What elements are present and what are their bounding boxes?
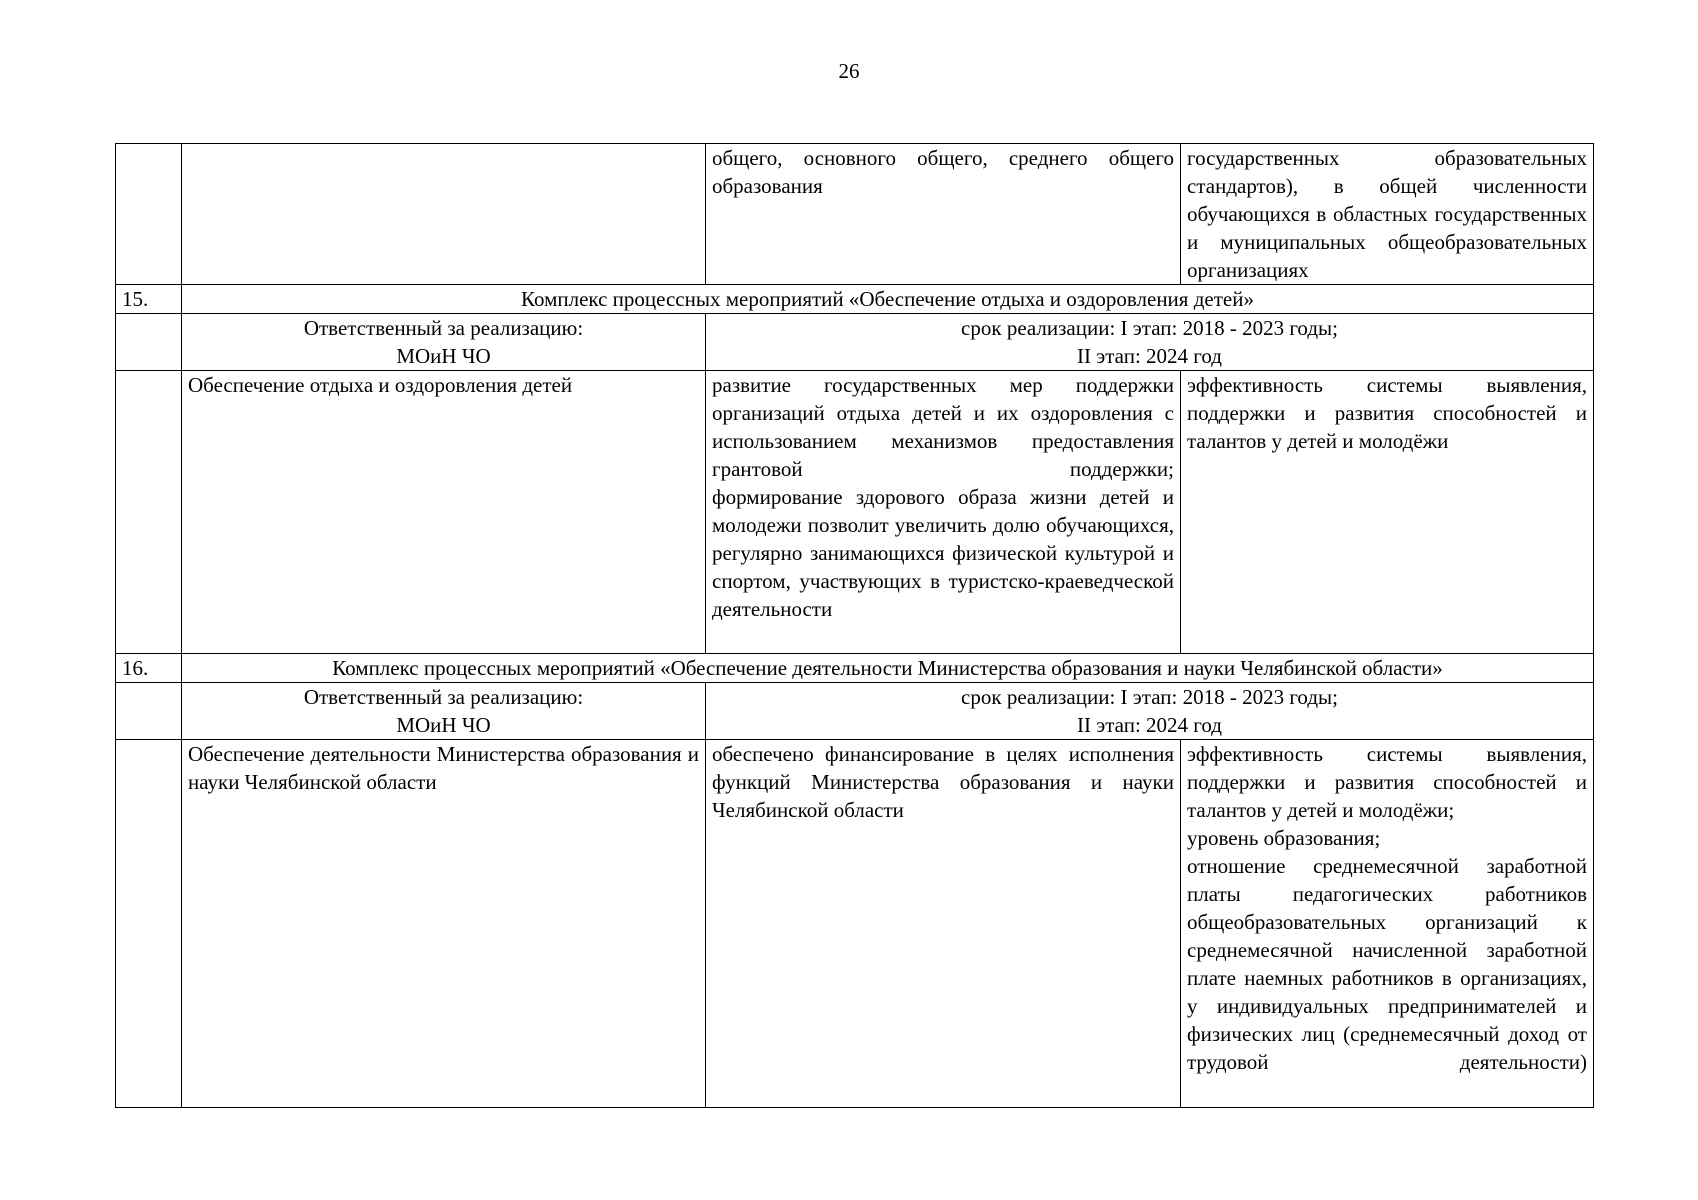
measures-table bbox=[115, 143, 1594, 1108]
task-cell: Обеспечение деятельности Министерства образования и науки Челябинской области bbox=[182, 740, 706, 1108]
effect-paragraph-1: развитие государственных мер поддержки организаций отдыха детей и их оздоровления с использованием механизмов предоставления грантовой поддержки; bbox=[712, 373, 1174, 481]
table-row-16 bbox=[116, 740, 1594, 1108]
responsible-value: МОиН ЧО bbox=[396, 344, 491, 368]
responsible-row-16 bbox=[116, 683, 1594, 740]
section-number: 16. bbox=[116, 654, 182, 683]
row-number-cell bbox=[116, 683, 182, 740]
term-line-2: II этап: 2024 год bbox=[1077, 713, 1222, 737]
term-line-2: II этап: 2024 год bbox=[1077, 344, 1222, 368]
effect-cell bbox=[706, 371, 1181, 654]
section-title: Комплекс процессных мероприятий «Обеспечение отдыха и оздоровления детей» bbox=[182, 285, 1594, 314]
indicator-cell bbox=[1181, 740, 1594, 1108]
effect-paragraph-2: формирование здорового образа жизни детей и молодежи позволит увеличить долю обучающихся, регулярно занимающихся физической культурой и спортом, участвующих в туристско-краеведческой деятельности bbox=[712, 485, 1174, 621]
term-line-1: срок реализации: I этап: 2018 - 2023 годы; bbox=[961, 316, 1338, 340]
section-header-row-15 bbox=[116, 285, 1594, 314]
responsible-row-15 bbox=[116, 314, 1594, 371]
row-number-cell bbox=[116, 314, 182, 371]
effect-cell: общего, основного общего, среднего общего образования bbox=[706, 144, 1181, 285]
row-number-cell bbox=[116, 144, 182, 285]
indicator-paragraph-1: эффективность системы выявления, поддержки и развития способностей и талантов у детей и молодёжи; bbox=[1187, 742, 1587, 822]
task-cell: Обеспечение отдыха и оздоровления детей bbox=[182, 371, 706, 654]
row-number-cell bbox=[116, 371, 182, 654]
section-header-row-16 bbox=[116, 654, 1594, 683]
responsible-value: МОиН ЧО bbox=[396, 713, 491, 737]
task-cell bbox=[182, 144, 706, 285]
row-number-cell bbox=[116, 740, 182, 1108]
indicator-cell: государственных образовательных стандартов), в общей численности обучающихся в областных государственных и муниципальных общеобразовательных организациях bbox=[1181, 144, 1594, 285]
indicator-paragraph-2: уровень образования; bbox=[1187, 826, 1381, 850]
indicator-cell: эффективность системы выявления, поддержки и развития способностей и талантов у детей и молодёжи bbox=[1181, 371, 1594, 654]
table-row-15 bbox=[116, 371, 1594, 654]
indicator-paragraph-3: отношение среднемесячной заработной платы педагогических работников общеобразовательных организаций к среднемесячной начисленной заработной плате наемных работников в организациях, у индивидуальных предпринимателей и физических лиц (среднемесячный доход от трудовой деятельности) bbox=[1187, 854, 1587, 1074]
responsible-label: Ответственный за реализацию: bbox=[303, 685, 584, 709]
section-number: 15. bbox=[116, 285, 182, 314]
effect-cell: обеспечено финансирование в целях исполнения функций Министерства образования и науки Челябинской области bbox=[706, 740, 1181, 1108]
term-line-1: срок реализации: I этап: 2018 - 2023 годы; bbox=[961, 685, 1338, 709]
responsible-cell bbox=[182, 683, 706, 740]
responsible-cell bbox=[182, 314, 706, 371]
responsible-label: Ответственный за реализацию: bbox=[303, 316, 584, 340]
term-cell bbox=[706, 683, 1594, 740]
term-cell bbox=[706, 314, 1594, 371]
table-row-continuation bbox=[116, 144, 1594, 285]
section-title: Комплекс процессных мероприятий «Обеспечение деятельности Министерства образования и науки Челябинской области» bbox=[182, 654, 1594, 683]
page-number: 26 bbox=[838, 59, 860, 83]
